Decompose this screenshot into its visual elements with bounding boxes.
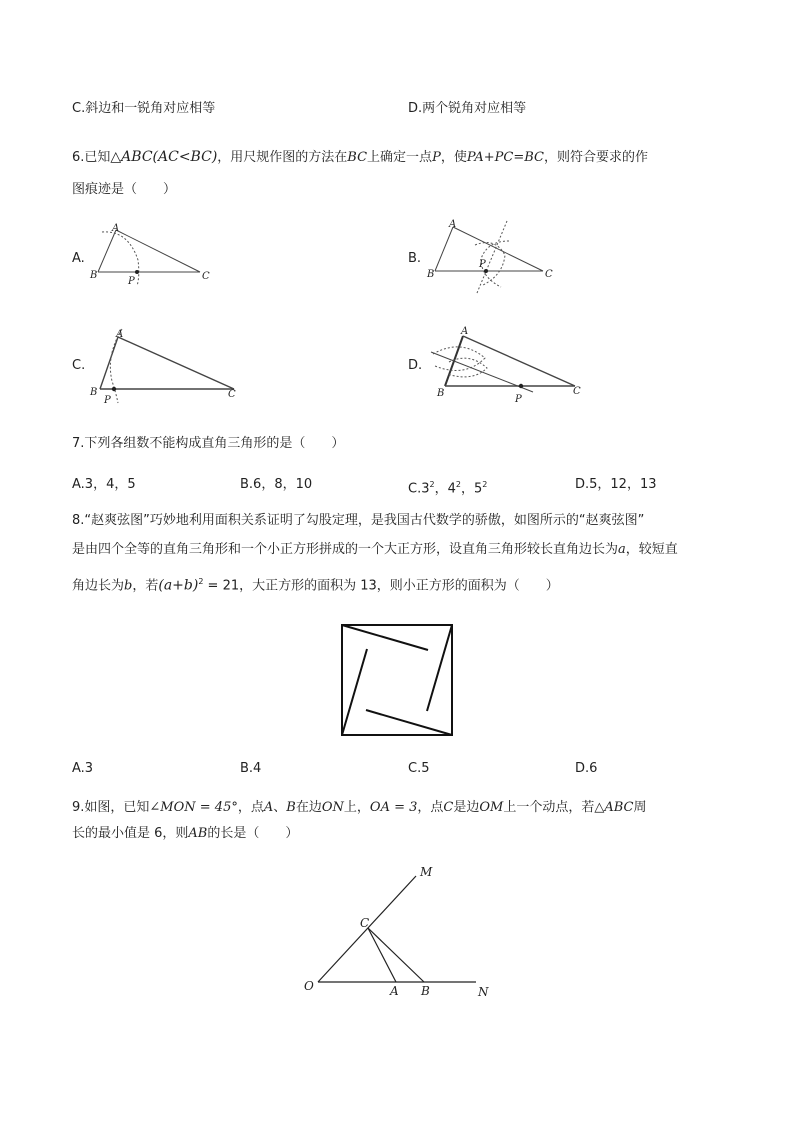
q9-figure <box>300 860 500 1000</box>
svg-text:C: C <box>202 271 210 282</box>
svg-text:A: A <box>449 219 457 230</box>
q7-option-d: D.5，12，13 <box>575 477 657 492</box>
svg-text:C: C <box>228 389 236 400</box>
svg-text:B: B <box>427 269 435 280</box>
svg-text:P: P <box>515 394 522 405</box>
q8-option-d: D.6 <box>575 761 598 776</box>
svg-text:A: A <box>116 329 124 340</box>
q6-figure-a <box>88 220 218 290</box>
svg-text:B: B <box>437 388 445 399</box>
q6-figure-c <box>88 325 248 407</box>
q6-label-c: C. <box>72 358 86 373</box>
q7-stem: 7.下列各组数不能构成直角三角形的是（ ） <box>72 436 345 451</box>
q8-option-b: B.4 <box>240 761 262 776</box>
q6-figure-d <box>425 322 595 407</box>
q7-option-c: $C.3^2$，$4^2$，$5^2$ <box>408 480 488 497</box>
q8-stem-line2: 是由四个全等的直角三角形和一个小正方形拼成的一个大正方形，设直角三角形较长直角边长为a，较短直 <box>72 542 678 557</box>
svg-text:B: B <box>421 984 430 998</box>
svg-text:A: A <box>390 984 399 998</box>
zhao-shuang-figure <box>341 624 453 736</box>
q7-option-a: A.3，4，5 <box>72 477 136 492</box>
q8-option-a: A.3 <box>72 761 94 776</box>
q7-option-b: B.6，8，10 <box>240 477 313 492</box>
q8-stem-line3: 角边长为b，若$(a+b)^2 = 21$，大正方形的面积为 13，则小正方形的面积为（ ） <box>72 577 559 594</box>
q6-figure-b <box>425 215 565 295</box>
q6-stem-line2: 图痕迹是（ ） <box>72 182 177 197</box>
svg-text:M: M <box>420 865 433 879</box>
svg-text:B: B <box>90 387 98 398</box>
svg-text:C: C <box>573 386 581 397</box>
svg-text:P: P <box>128 276 135 287</box>
svg-text:C: C <box>545 269 553 280</box>
q5-option-c: C.斜边和一锐角对应相等 <box>72 101 216 116</box>
q8-option-c: C.5 <box>408 761 430 776</box>
svg-text:C: C <box>360 916 370 930</box>
q6-label-b: B. <box>408 251 422 266</box>
svg-text:P: P <box>479 259 486 270</box>
q9-stem-line1: 9.如图，已知∠MON = 45°，点A、B在边ON上，OA = 3，点C是边OM上一个动点，若△ABC周 <box>72 800 647 815</box>
svg-text:A: A <box>461 326 469 337</box>
svg-text:N: N <box>478 985 489 999</box>
q9-stem-line2: 长的最小值是 6，则AB的长是（ ） <box>72 826 299 841</box>
svg-text:B: B <box>90 270 98 281</box>
q6-label-a: A. <box>72 251 85 266</box>
q6-stem-line1: 6.已知△ABC(AC<BC)，用尺规作图的方法在BC上确定一点P，使PA+PC=BC，则符合要求的作 <box>72 149 649 165</box>
q6-label-d: D. <box>408 358 423 373</box>
q8-stem-line1: 8.“赵爽弦图”巧妙地利用面积关系证明了勾股定理，是我国古代数学的骄傲，如图所示的“赵爽弦图” <box>72 513 645 528</box>
svg-text:A: A <box>112 223 120 234</box>
svg-text:P: P <box>104 395 111 406</box>
svg-text:O: O <box>304 979 314 993</box>
q5-option-d: D.两个锐角对应相等 <box>408 101 527 116</box>
